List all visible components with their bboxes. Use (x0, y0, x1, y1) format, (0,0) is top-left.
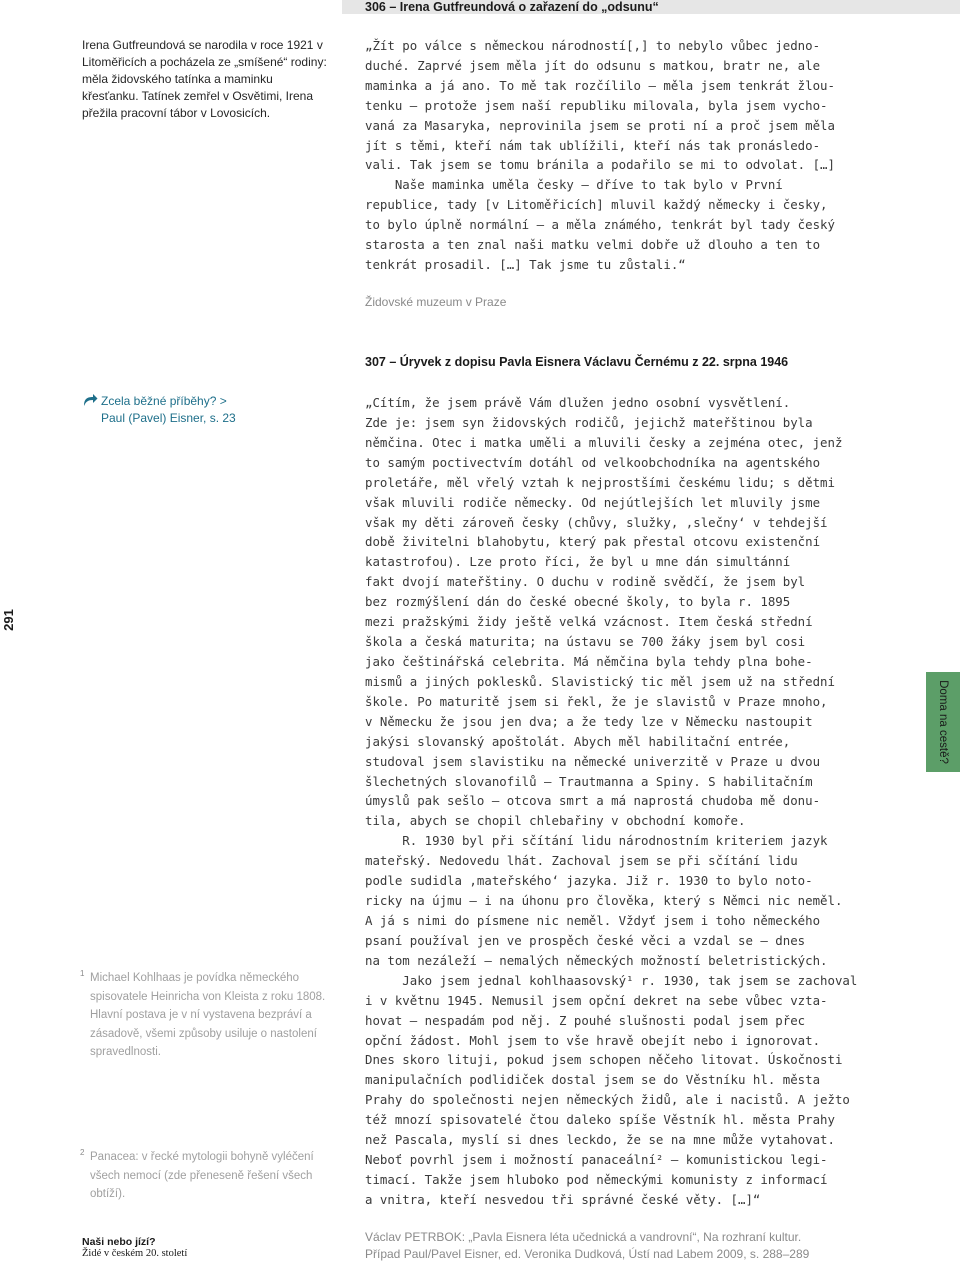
quote-line: to bylo úplně normální – a měla známého, tenkrát byl tady český (365, 217, 835, 233)
quote-line: však my děti zároveň česky (chůvy, služky, ‚slečny‘ v tehdejší (365, 514, 828, 530)
quote-line: též mnozí spisovatelé čtou daleko spíše Věstník hl. města Prahy (365, 1112, 835, 1128)
section-307-quote (365, 393, 905, 1210)
quote-line: „Cítím, že jsem právě Vám dlužen jedno osobní vysvětlení. (365, 395, 791, 410)
source-line: Václav PETRBOK: „Pavla Eisnera léta učednická a vandrovní“, Na rozhraní kultur. (365, 1230, 802, 1244)
quote-line: mateřský. Nedovedu lhát. Zachoval jsem se při sčítání lidu (365, 853, 798, 869)
book-title: Naši nebo jízí? (82, 1236, 156, 1248)
quote-line: „Žít po válce s německou národností[,] to nebylo vůbec jedno- (365, 38, 821, 53)
footnote-number: 2 (80, 1148, 85, 1157)
quote-line: Prahy do společnosti nejen německých židů, ale i nacistů. A ježto (365, 1092, 850, 1108)
quote-line: tenku – protože jsem naší republiku milovala, byla jsem vycho- (365, 97, 828, 113)
quote-line: duché. Zaprvé jsem měla jít do odsunu s matkou, bratr ne, ale (365, 57, 821, 73)
quote-line: jít s těmi, kteří nám tak ublížili, kteří nás tak pronásledo- (365, 137, 821, 153)
quote-line: Jako jsem jednal kohlhaasovský¹ r. 1930, tak jsem se zachoval (365, 972, 858, 988)
source-citation (365, 1229, 925, 1263)
quote-line: šlechetných slovanofilů – Trautmanna a Spiny. S habilitačním (365, 773, 813, 789)
quote-line: to samým poctivectvím dotáhl od velkoobchodníka na agentského (365, 454, 821, 470)
quote-line: proletáře, měl vřelý vztah k nejprostšími českému lidu; s dětmi (365, 474, 835, 490)
quote-line: hovat – nespadám pod něj. Z pouhé slušnosti podal jsem přec (365, 1012, 806, 1028)
see-also-title: Zcela běžné příběhy? > (101, 394, 227, 408)
quote-line: opční žádost. Mohl jsem to vše hravě obejít nebo i ignorovat. (365, 1032, 821, 1048)
source-line: Případ Paul/Pavel Eisner, ed. Veronika Dudková, Ústí nad Labem 2009, s. 288–289 (365, 1247, 810, 1261)
quote-line: podle sudidla ‚mateřského‘ jazyka. Již r. 1930 to bylo noto- (365, 873, 813, 889)
curved-arrow-icon (82, 393, 98, 407)
page-number: 291 (1, 609, 16, 631)
quote-line: i v květnu 1945. Nemusil jsem opční dekret na sebe vůbec vzta- (365, 992, 828, 1008)
quote-line: mezi pražskými židy ještě velká vzácnost. Item česká střední (365, 614, 813, 630)
quote-line: na tom nezáleží – nemalých německých možností beletristických. (365, 952, 828, 968)
quote-line: škole. Po maturitě jsem si řekl, že je slavistů v Praze mnoho, (365, 693, 828, 709)
section-306-quote (365, 36, 905, 275)
quote-line: timací. Takže jsem hluboko pod německými komunisty z informací (365, 1171, 828, 1187)
quote-line: však mluvili rodiče německy. Od nejútlejších let mluvily jsme (365, 494, 821, 510)
quote-line: úmyslů pak sešlo – otcova smrt a má naprostá chudoba mě donu- (365, 793, 821, 809)
quote-line: tenkrát prosadil. […] Tak jsme tu zůstali.“ (365, 256, 686, 272)
book-subtitle: Židé v českém 20. století (82, 1248, 188, 1259)
footnote-text: Panacea: v řecké mytologii bohyně vyléčení všech nemocí (zde přeneseně řešení všech obtíží). (90, 1151, 314, 1200)
quote-line: tila, abych se chopil chlebařiny v obchodní komoře. (365, 813, 746, 829)
quote-line: fakt dvojí mateřštiny. O duchu v rodině svědčí, že jsem byl (365, 574, 806, 590)
quote-line: než Pascala, myslí si dnes leckdo, že se na mne může vytahovat. (365, 1132, 835, 1148)
quote-line: R. 1930 byl při sčítání lidu národnostním kriteriem jazyk (365, 833, 828, 849)
section-307-title: 307 – Úryvek z dopisu Pavla Eisnera Václavu Černému z 22. srpna 1946 (365, 355, 789, 369)
quote-line: A já s nimi do písmene nic neměl. Vždyť jsem i toho německého (365, 912, 821, 928)
quote-line: ricky na újmu – i na úhonu pro člověka, který s Němci nic neměl. (365, 893, 843, 909)
quote-line: studoval jsem slavistiku na německé univerzitě v Praze u dvou (365, 753, 821, 769)
quote-line: vali. Tak jsem se tomu bránila a podařilo se mi to odvolat. […] (365, 157, 835, 173)
section-306-title: 306 – Irena Gutfreundová o zařazení do „odsunu“ (365, 0, 659, 14)
quote-line: manipulačních podlidiček dostal jsem se do Věstníku hl. města (365, 1072, 821, 1088)
quote-line: psaní používal jen ve prospěch české věci a vzdal se – dnes (365, 932, 806, 948)
see-also-page: Paul (Pavel) Eisner, s. 23 (101, 411, 236, 425)
footnote-text: Michael Kohlhaas je povídka německého spisovatele Heinricha von Kleista z roku 1808. Hlavní postava je v ní vystavena bezpráví a zásadově, všemi způsoby usiluje o nastolení spravedlnosti. (90, 972, 326, 1058)
chapter-side-tab-label: Doma na cestě? (937, 680, 949, 764)
quote-line: jakýsi slovanský apoštolát. Abych měl habilitační entrée, (365, 733, 791, 749)
quote-line: starosta a ten znal naši matku velmi dobře už dlouho a ten to (365, 237, 821, 253)
quote-line: mismů a jiných poklesků. Slavistický tic měl jsem už na střední (365, 673, 835, 689)
quote-line: Dnes skoro lituji, pokud jsem schopen něčeho litovat. Úskočnosti (365, 1052, 843, 1068)
quote-line: Neboť povrhl jsem i možností panaceální² – komunistickou legi- (365, 1152, 828, 1168)
quote-line: Naše maminka uměla česky – dříve to tak bylo v První (365, 177, 783, 193)
quote-line: vaná za Masaryka, neprovinila jsem se proti ní a proč jsem měla (365, 117, 835, 133)
photo-credit: Židovské muzeum v Praze (365, 295, 507, 309)
quote-line: jako češtinářská celebrita. Má němčina byla tehdy plna bohe- (365, 653, 813, 669)
quote-line: němčina. Otec i matka uměli a mluvili česky a zejména otec, jenž (365, 434, 843, 450)
footnote-number: 1 (80, 969, 85, 978)
quote-line: republice, tady [v Litoměřicích] mluvil každý německy i česky, (365, 197, 828, 213)
quote-line: a vnitra, kteří nesvedou tři správné české věty. […]“ (365, 1191, 761, 1207)
quote-line: v Německu že jsou jen dva; a že tedy lze v Německu nastoupit (365, 713, 813, 729)
quote-line: době živitelni blahobytu, který pak přestal otcovu existenční (365, 534, 821, 550)
quote-line: škola a česká maturita; na ústavu se 700 žáky jsem byl cosi (365, 634, 806, 650)
quote-line: bez rozmýšlení dán do české obecné školy, to byla r. 1895 (365, 594, 791, 610)
section-306-intro: Irena Gutfreundová se narodila v roce 1921 v Litoměřicích a pocházela ze „smíšené“ rodiny: měla židovského tatínka a maminku křesťanku. Tatínek zemřel v Osvětimi, Irena přežila pracovní tábor v Lovosicích. (82, 38, 327, 120)
quote-line: Zde je: jsem syn židovských rodičů, jejichž mateřštinou byla (365, 414, 813, 430)
quote-line: maminka a já ano. To mě tak rozčílilo – měla jsem tenkrát žlou- (365, 77, 835, 93)
quote-line: katastrofou). Lze proto říci, že byl u mne dán simultánní (365, 554, 791, 570)
